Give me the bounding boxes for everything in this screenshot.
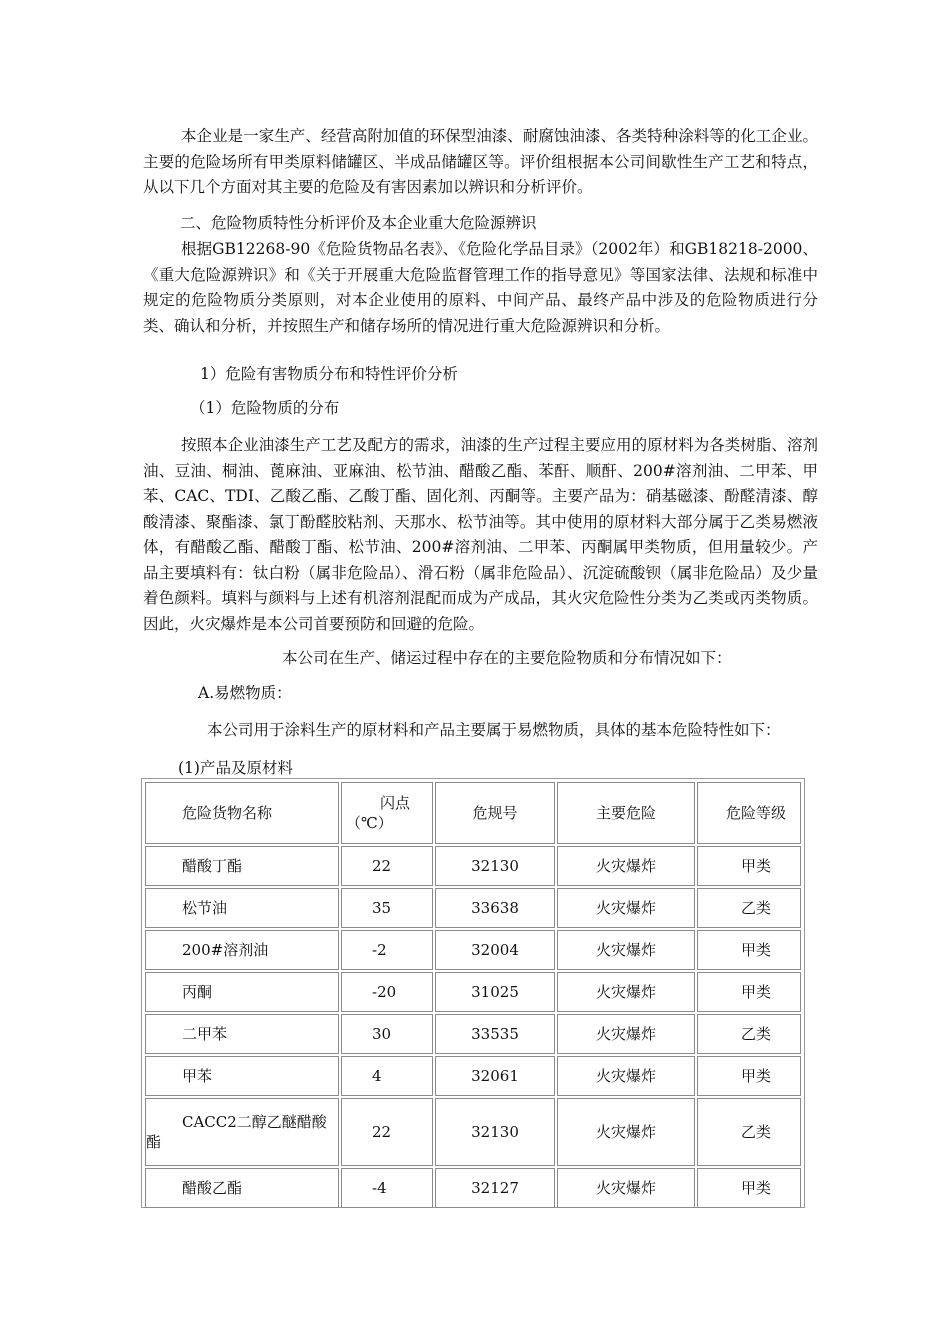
header-grade: 危险等级	[697, 782, 801, 844]
cell-grade: 甲类	[697, 1168, 801, 1208]
cell-grade: 乙类	[697, 1098, 801, 1166]
category-a-heading: A.易燃物质：	[198, 684, 292, 702]
cell-hazard: 火灾爆炸	[557, 846, 695, 886]
cell-name: 丙酮	[145, 972, 339, 1012]
header-flash-line1: 闪点	[380, 794, 411, 812]
cell-name: 甲苯	[145, 1056, 339, 1096]
cell-flash: 22	[341, 846, 433, 886]
subsubsection-heading: （1）危险物质的分布	[190, 399, 340, 417]
cell-grade: 乙类	[697, 888, 801, 928]
cell-hazard: 火灾爆炸	[557, 930, 695, 970]
cell-name: 200#溶剂油	[145, 930, 339, 970]
header-flash-point	[341, 782, 433, 844]
cell-code: 32061	[435, 1056, 555, 1096]
cell-name: 醋酸乙酯	[145, 1168, 339, 1208]
cell-grade: 甲类	[697, 1056, 801, 1096]
cell-code: 32130	[435, 846, 555, 886]
table-row	[145, 930, 801, 970]
cell-flash: 22	[341, 1098, 433, 1166]
table-row	[145, 1056, 801, 1096]
intro-paragraph: 本企业是一家生产、经营高附加值的环保型油漆、耐腐蚀油漆、各类特种涂料等的化工企业。主要的危险场所有甲类原料储罐区、半成品储罐区等。评价组根据本公司间歇性生产工艺和特点，从以下几个方面对其主要的危险及有害因素加以辨识和分析评价。	[143, 127, 818, 196]
cell-flash: -2	[341, 930, 433, 970]
table-row	[145, 1168, 801, 1208]
table-header-row	[145, 782, 801, 844]
header-flash-line2: （℃）	[346, 814, 393, 832]
table-row	[145, 1014, 801, 1054]
cell-code: 33535	[435, 1014, 555, 1054]
basis-paragraph: 根据GB12268-90《危险货物品名表》、《危险化学品目录》（2002年）和GB18218-2000、《重大危险源辨识》和《关于开展重大危险监督管理工作的指导意见》等国家法律、法规和标准中规定的危险物质分类原则，对本企业使用的原料、中间产品、最终产品中涉及的危险物质进行分类、确认和分析，并按照生产和储存场所的情况进行重大危险源辨识和分析。	[143, 240, 818, 335]
cell-code: 32127	[435, 1168, 555, 1208]
cell-hazard: 火灾爆炸	[557, 1098, 695, 1166]
cell-flash: 4	[341, 1056, 433, 1096]
cell-flash: -4	[341, 1168, 433, 1208]
section-heading: 二、危险物质特性分析评价及本企业重大危险源辨识	[180, 214, 537, 232]
cell-code: 32130	[435, 1098, 555, 1166]
header-hazard: 主要危险	[557, 782, 695, 844]
cell-code: 32004	[435, 930, 555, 970]
category-a-description: 本公司用于涂料生产的原材料和产品主要属于易燃物质，具体的基本危险特性如下：	[207, 721, 781, 739]
cell-hazard: 火灾爆炸	[557, 1168, 695, 1208]
subsection-heading: 1）危险有害物质分布和特性评价分析	[200, 365, 458, 383]
distribution-paragraph: 按照本企业油漆生产工艺及配方的需求，油漆的生产过程主要应用的原材料为各类树脂、溶剂油、豆油、桐油、蓖麻油、亚麻油、松节油、醋酸乙酯、苯酐、顺酐、200#溶剂油、二甲苯、甲苯、CAC、TDI、乙酸乙酯、乙酸丁酯、固化剂、丙酮等。主要产品为：硝基磁漆、酚醛清漆、醇酸清漆、聚酯漆、氯丁酚醛胶粘剂、天那水、松节油等。其中使用的原材料大部分属于乙类易燃液体，有醋酸乙酯、醋酸丁酯、松节油、200#溶剂油、二甲苯、丙酮属甲类物质，但用量较少。产品主要填料有：钛白粉（属非危险品）、滑石粉（属非危险品）、沉淀硫酸钡（属非危险品）及少量着色颜料。填料与颜料与上述有机溶剂混配而成为产成品，其火灾危险性分类为乙类或丙类物质。因此，火灾爆炸是本公司首要预防和回避的危险。	[143, 436, 818, 633]
cell-hazard: 火灾爆炸	[557, 888, 695, 928]
cell-hazard: 火灾爆炸	[557, 1014, 695, 1054]
cell-flash: 30	[341, 1014, 433, 1054]
cell-name-line1: CACC2二醇乙醚醋酸	[182, 1113, 327, 1131]
cell-grade: 乙类	[697, 1014, 801, 1054]
cell-name: 二甲苯	[145, 1014, 339, 1054]
cell-name: 醋酸丁酯	[145, 846, 339, 886]
hazard-table	[143, 780, 803, 1210]
cell-grade: 甲类	[697, 846, 801, 886]
table-row	[145, 888, 801, 928]
header-code: 危规号	[435, 782, 555, 844]
cell-hazard: 火灾爆炸	[557, 1056, 695, 1096]
table-caption: (1)产品及原材料	[178, 759, 293, 777]
storage-intro: 本公司在生产、储运过程中存在的主要危险物质和分布情况如下：	[282, 649, 732, 667]
cell-flash: -20	[341, 972, 433, 1012]
cell-code: 31025	[435, 972, 555, 1012]
cell-name	[145, 1098, 339, 1166]
table-row	[145, 846, 801, 886]
table-row	[145, 1098, 801, 1166]
cell-code: 33638	[435, 888, 555, 928]
table-row	[145, 972, 801, 1012]
cell-flash: 35	[341, 888, 433, 928]
cell-grade: 甲类	[697, 972, 801, 1012]
cell-name: 松节油	[145, 888, 339, 928]
cell-name-line2: 酯	[146, 1133, 162, 1151]
cell-hazard: 火灾爆炸	[557, 972, 695, 1012]
cell-grade: 甲类	[697, 930, 801, 970]
header-name: 危险货物名称	[145, 782, 339, 844]
